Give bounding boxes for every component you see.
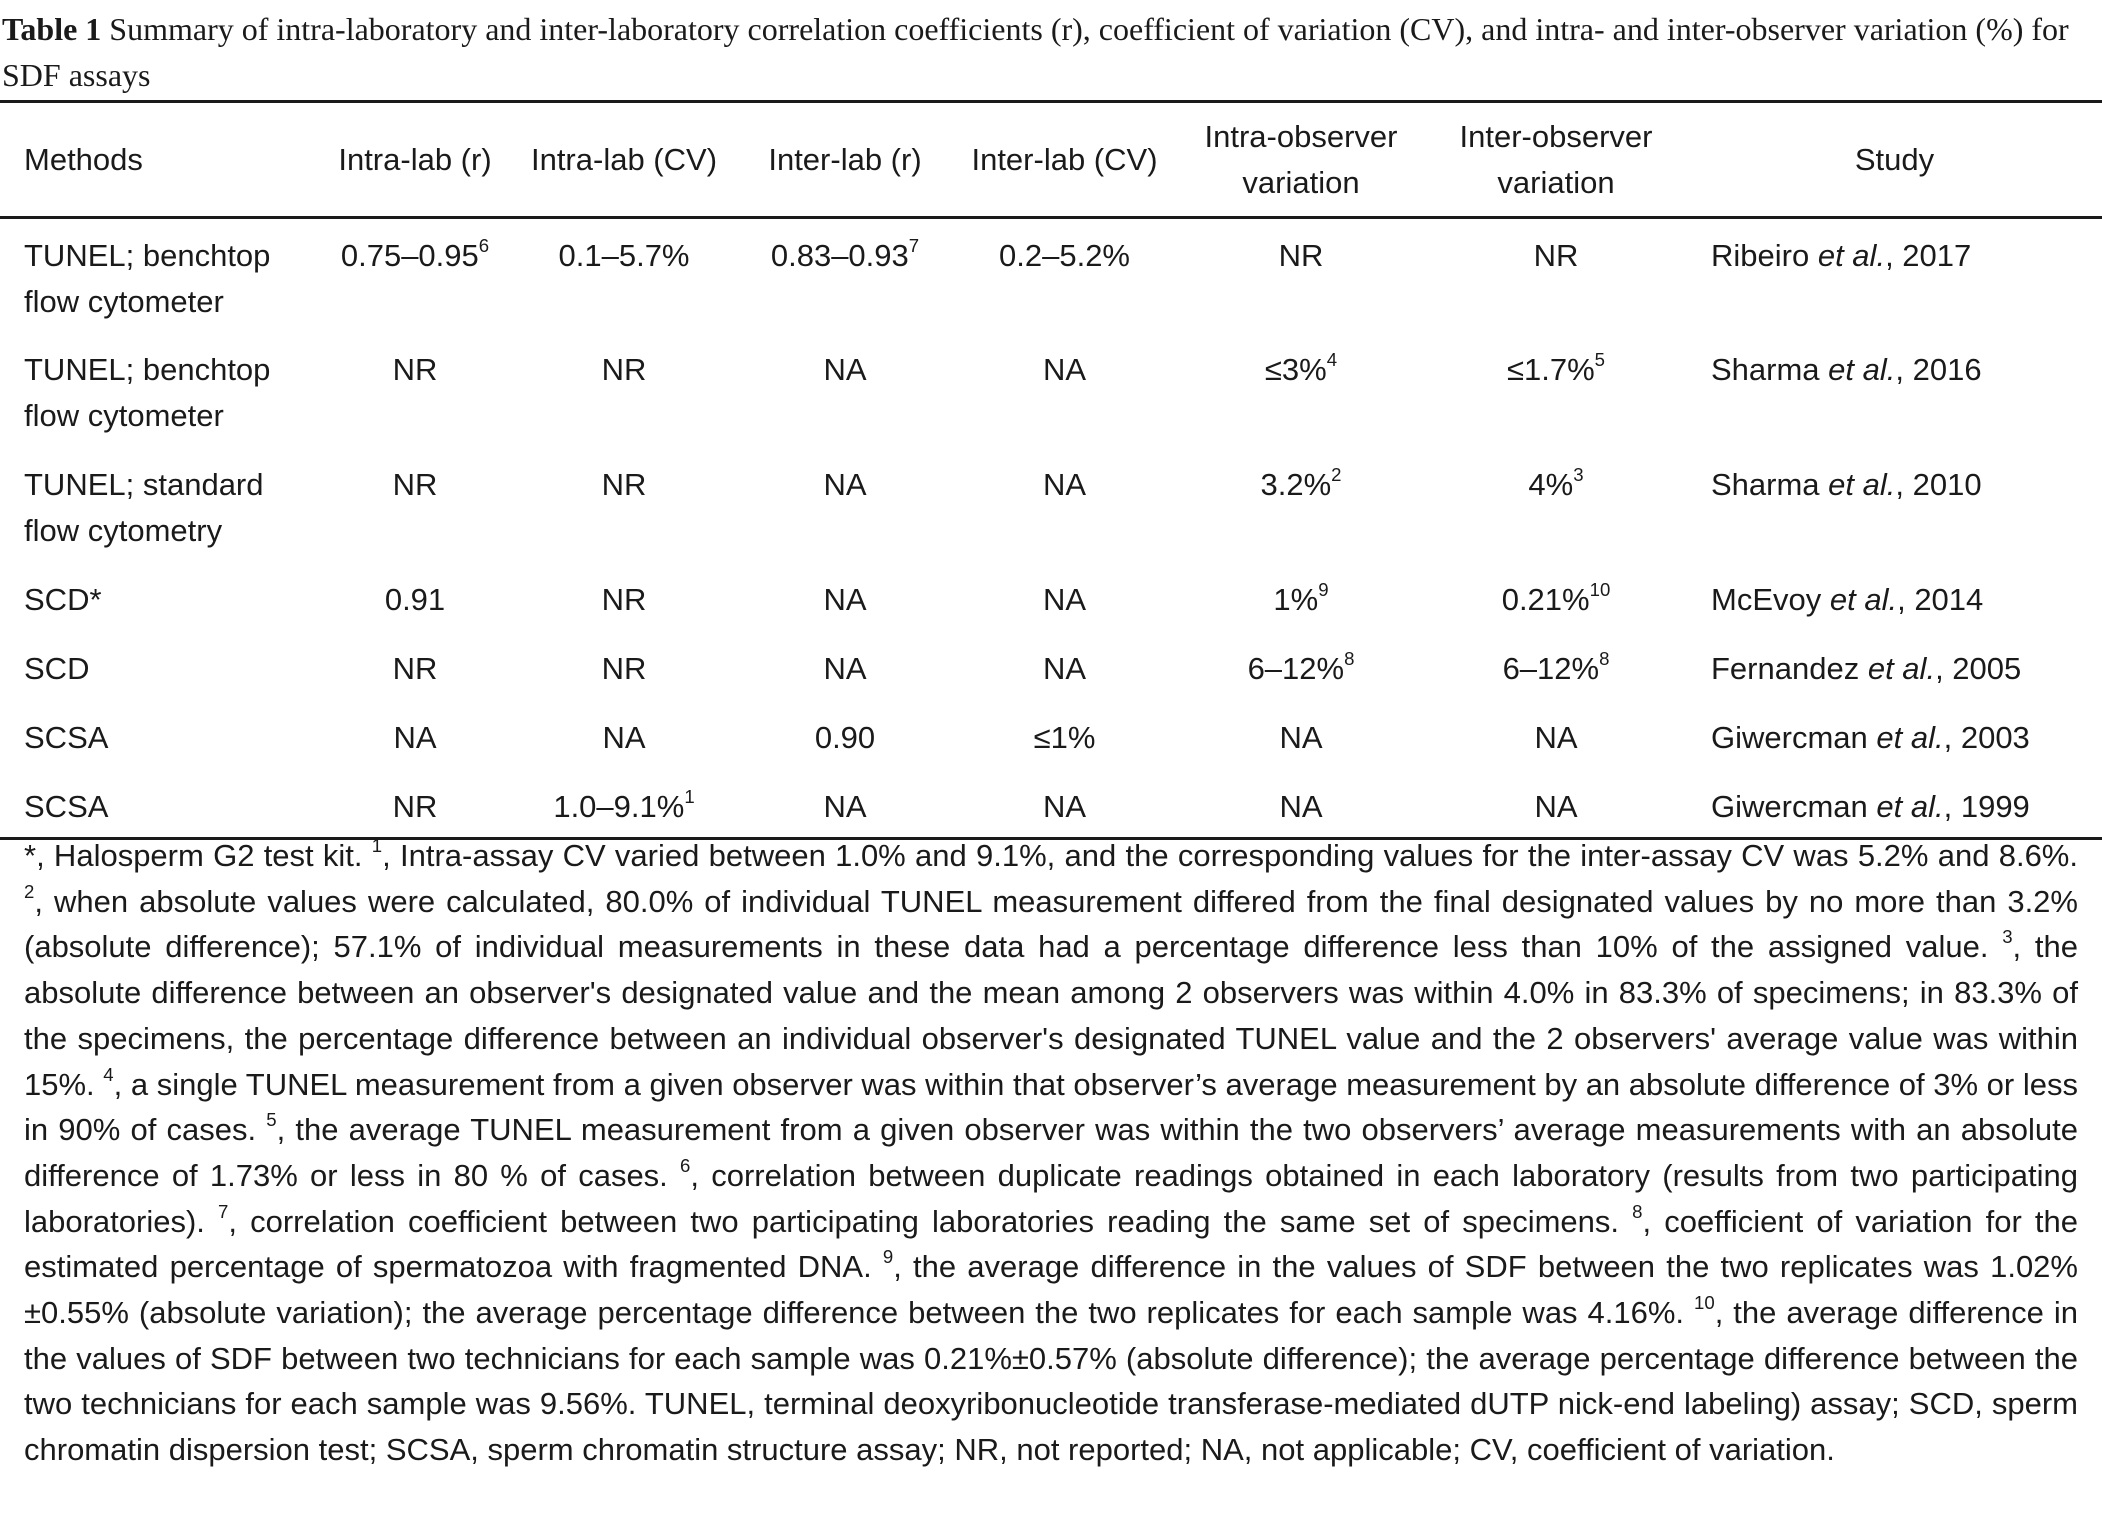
- footnote-text: , correlation between duplicate readings obtained in each laboratory (results from two participating laboratories).: [24, 1157, 2078, 1239]
- intra-observer-cell: [1177, 333, 1425, 448]
- study-cell: [1687, 333, 2102, 448]
- cell-value: NA: [1042, 351, 1087, 387]
- inter-lab-cv-cell: [952, 563, 1177, 632]
- study-et-al: et al.: [1876, 788, 1944, 824]
- cell-value: NA: [823, 351, 867, 387]
- study-author: Ribeiro: [1711, 238, 1810, 273]
- cell-value: NR: [392, 650, 438, 686]
- footnote-marker: 2: [24, 880, 35, 902]
- cell-value: 6–12%: [1247, 650, 1345, 686]
- inter-observer-cell: [1425, 632, 1687, 701]
- table-header: [0, 102, 2102, 218]
- cell-value: NA: [1042, 581, 1087, 617]
- header-inter-observer: Inter-observer variation: [1425, 102, 1687, 218]
- method-cell: SCD: [24, 650, 90, 686]
- inter-observer-cell: [1425, 333, 1687, 448]
- cell-value: 4%: [1528, 466, 1574, 502]
- inter-observer-cell: [1425, 448, 1687, 563]
- header-methods: Methods: [0, 102, 320, 218]
- footnote-ref: 3: [1573, 463, 1584, 485]
- inter-lab-cv-cell: [952, 770, 1177, 839]
- footnote-text: *, Halosperm G2 test kit.: [24, 838, 372, 873]
- cell-value: NR: [392, 788, 438, 824]
- intra-lab-cv-cell: [510, 563, 738, 632]
- cell-value: 1%: [1273, 581, 1319, 617]
- summary-table: [0, 100, 2102, 840]
- cell-value: 6–12%: [1502, 650, 1600, 686]
- table-row: [0, 701, 2102, 770]
- cell-value: NR: [392, 351, 438, 387]
- cell-value: NR: [1533, 238, 1579, 273]
- intra-observer-cell: [1177, 448, 1425, 563]
- table-body: [0, 218, 2102, 839]
- cell-value: NR: [601, 581, 647, 617]
- cell-value: 3.2%: [1260, 466, 1332, 502]
- footnote-marker: 8: [1632, 1200, 1643, 1222]
- footnote-text: , the average difference in the values of SDF between two technicians for each sample was 0.21%±0.57% (absolute difference); the average percentage difference between the two technicians for each sample was 9.56%. TUNEL, terminal deoxyribonucleotide transferase-mediated dUTP nick-end labeling) assay; SCD, sperm chromatin dispersion test; SCSA, sperm chromatin structure assay; NR, not reported; NA, not applicable; CV, coefficient of variation.: [24, 1295, 2078, 1468]
- intra-lab-cv-cell: [510, 333, 738, 448]
- intra-observer-cell: [1177, 563, 1425, 632]
- method-cell: SCD*: [24, 581, 102, 617]
- study-et-al: et al.: [1876, 719, 1944, 755]
- inter-lab-r-cell: [738, 218, 952, 333]
- footnote-ref: 4: [1326, 348, 1338, 370]
- header-intra-lab-r: Intra-lab (r): [320, 102, 510, 218]
- inter-lab-r-cell: [738, 701, 952, 770]
- cell-value: NA: [1042, 650, 1087, 686]
- footnote-ref: 5: [1594, 348, 1605, 370]
- table-row: [0, 632, 2102, 701]
- cell-value: NA: [1279, 788, 1323, 824]
- table-footnotes: [24, 833, 2078, 1473]
- inter-observer-cell: [1425, 770, 1687, 839]
- cell-value: NR: [601, 466, 647, 502]
- intra-lab-r-cell: [320, 701, 510, 770]
- inter-lab-cv-cell: [952, 448, 1177, 563]
- intra-lab-r-cell: [320, 770, 510, 839]
- footnote-ref: 6: [478, 235, 490, 257]
- cell-value: NA: [1042, 788, 1087, 824]
- study-cell: [1687, 701, 2102, 770]
- study-et-al: et al.: [1829, 581, 1898, 617]
- method-cell: TUNEL; benchtop flow cytometer: [24, 351, 271, 433]
- intra-observer-cell: [1177, 218, 1425, 333]
- intra-lab-cv-cell: [510, 448, 738, 563]
- study-et-al: et al.: [1828, 466, 1896, 502]
- cell-value: 0.91: [384, 581, 446, 617]
- footnote-marker: 10: [1694, 1292, 1715, 1314]
- method-cell: TUNEL; benchtop flow cytometer: [24, 238, 271, 319]
- cell-value: 0.2–5.2%: [999, 238, 1130, 273]
- study-author: Sharma: [1711, 351, 1820, 387]
- footnote-marker: 4: [103, 1063, 114, 1085]
- cell-value: NR: [392, 466, 438, 502]
- inter-lab-cv-cell: [952, 701, 1177, 770]
- cell-value: NR: [601, 351, 647, 387]
- header-inter-lab-cv: Inter-lab (CV): [952, 102, 1177, 218]
- footnote-text: , when absolute values were calculated, 80.0% of individual TUNEL measurement differed from the final designated values by no more than 3.2% (absolute difference); 57.1% of individual measurements in these data had a percentage difference less than 10% of the assigned value.: [24, 883, 2078, 965]
- study-year: , 2014: [1897, 581, 1984, 617]
- study-et-al: et al.: [1828, 351, 1896, 387]
- cell-value: ≤1%: [1033, 719, 1096, 755]
- method-cell: TUNEL; standard flow cytometry: [24, 466, 264, 548]
- intra-observer-cell: [1177, 701, 1425, 770]
- cell-value: NA: [1534, 788, 1578, 824]
- table-label: Table 1: [2, 11, 102, 47]
- cell-value: ≤3%: [1264, 351, 1327, 387]
- study-author: Giwercman: [1711, 788, 1868, 824]
- intra-observer-cell: [1177, 770, 1425, 839]
- intra-lab-r-cell: [320, 563, 510, 632]
- cell-value: NR: [601, 650, 647, 686]
- cell-value: 0.21%: [1501, 581, 1590, 617]
- cell-value: NR: [1278, 238, 1324, 273]
- footnote-ref: 1: [684, 785, 695, 807]
- intra-lab-cv-cell: [510, 632, 738, 701]
- cell-value: NA: [823, 788, 867, 824]
- cell-value: 1.0–9.1%: [553, 788, 685, 824]
- cell-value: NA: [823, 466, 867, 502]
- table-row: [0, 448, 2102, 563]
- study-cell: [1687, 770, 2102, 839]
- cell-value: NA: [1042, 466, 1087, 502]
- header-intra-lab-cv: Intra-lab (CV): [510, 102, 738, 218]
- table-row: [0, 333, 2102, 448]
- header-study: Study: [1687, 102, 2102, 218]
- intra-lab-r-cell: [320, 333, 510, 448]
- footnote-text: , correlation coefficient between two participating laboratories reading the same set of specimens.: [228, 1203, 1633, 1239]
- inter-observer-cell: [1425, 563, 1687, 632]
- cell-value: NA: [823, 650, 867, 686]
- header-row: [0, 102, 2102, 218]
- inter-observer-cell: [1425, 218, 1687, 333]
- footnote-text: , coefficient of variation for the estimated percentage of spermatozoa with fragmented DNA.: [24, 1203, 2078, 1285]
- study-et-al: et al.: [1867, 650, 1936, 686]
- study-cell: [1687, 563, 2102, 632]
- study-year: , 2003: [1943, 719, 2030, 755]
- cell-value: 0.90: [814, 719, 876, 755]
- footnote-marker: 9: [882, 1246, 894, 1268]
- footnote-text: , the absolute difference between an observer's designated value and the mean among 2 observers was within 4.0% in 83.3% of specimens; in 83.3% of the specimens, the percentage difference between an individual observer's designated TUNEL value and the 2 observers' average value was within 15%.: [24, 929, 2078, 1102]
- cell-value: NA: [823, 581, 867, 617]
- study-author: McEvoy: [1711, 581, 1822, 617]
- footnote-text: , the average difference in the values of SDF between the two replicates was 1.02%±0.55% (absolute variation); the average percentage difference between the two replicates for each sample was 4.16%.: [24, 1249, 2078, 1331]
- inter-lab-cv-cell: [952, 632, 1177, 701]
- inter-lab-r-cell: [738, 563, 952, 632]
- inter-lab-r-cell: [738, 448, 952, 563]
- study-year: , 1999: [1943, 788, 2030, 824]
- table-caption-text: Summary of intra-laboratory and inter-laboratory correlation coefficients (r), coefficient of variation (CV), and intra- and inter-observer variation (%) for SDF assays: [2, 11, 2069, 93]
- table-row: [0, 770, 2102, 839]
- footnote-ref: 7: [908, 235, 920, 257]
- study-author: Giwercman: [1711, 719, 1868, 755]
- table-row: [0, 218, 2102, 333]
- header-intra-observer: Intra-observer variation: [1177, 102, 1425, 218]
- footnote-ref: 9: [1318, 578, 1329, 600]
- cell-value: 0.1–5.7%: [558, 238, 690, 273]
- intra-lab-cv-cell: [510, 770, 738, 839]
- footnote-marker: 5: [266, 1109, 277, 1131]
- intra-lab-r-cell: [320, 218, 510, 333]
- study-year: , 2017: [1885, 238, 1972, 273]
- cell-value: 0.75–0.95: [340, 238, 479, 273]
- header-inter-lab-r: Inter-lab (r): [738, 102, 952, 218]
- intra-lab-r-cell: [320, 632, 510, 701]
- method-cell: SCSA: [0, 770, 320, 839]
- study-author: Sharma: [1711, 466, 1820, 502]
- footnote-text: , a single TUNEL measurement from a given observer was within that observer’s average measurement by an absolute difference of 3% or less in 90% of cases.: [24, 1066, 2078, 1148]
- footnote-ref: 8: [1599, 647, 1610, 669]
- inter-lab-r-cell: [738, 333, 952, 448]
- footnote-text: , the average TUNEL measurement from a given observer was within the two observers’ average measurements with an absolute difference of 1.73% or less in 80 % of cases.: [24, 1112, 2078, 1193]
- footnote-ref: 10: [1589, 578, 1611, 600]
- footnote-ref: 8: [1344, 647, 1355, 669]
- study-year: , 2010: [1895, 466, 1982, 502]
- cell-value: ≤1.7%: [1506, 351, 1595, 387]
- inter-lab-r-cell: [738, 632, 952, 701]
- cell-value: NA: [602, 719, 646, 755]
- table-caption: [2, 6, 2092, 98]
- intra-observer-cell: [1177, 632, 1425, 701]
- footnote-marker: 3: [2002, 926, 2013, 948]
- footnote-marker: 1: [371, 835, 383, 857]
- cell-value: NA: [393, 719, 437, 755]
- inter-lab-cv-cell: [952, 333, 1177, 448]
- study-cell: [1687, 218, 2102, 333]
- study-year: , 2016: [1895, 351, 1982, 387]
- inter-lab-r-cell: [738, 770, 952, 839]
- footnote-text: , Intra-assay CV varied between 1.0% and 9.1%, and the corresponding values for the inter-assay CV was 5.2% and 8.6%.: [382, 838, 2078, 873]
- inter-lab-cv-cell: [952, 218, 1177, 333]
- method-cell: SCSA: [24, 719, 109, 755]
- footnote-ref: 2: [1331, 463, 1342, 485]
- study-cell: [1687, 448, 2102, 563]
- table-row: [0, 563, 2102, 632]
- cell-value: 0.83–0.93: [770, 238, 909, 273]
- footnote-marker: 7: [218, 1200, 229, 1222]
- study-cell: [1687, 632, 2102, 701]
- cell-value: NA: [1534, 719, 1578, 755]
- intra-lab-cv-cell: [510, 701, 738, 770]
- study-year: , 2005: [1935, 650, 2022, 686]
- cell-value: NA: [1279, 719, 1323, 755]
- intra-lab-cv-cell: [510, 218, 738, 333]
- footnote-marker: 6: [680, 1154, 691, 1176]
- study-et-al: et al.: [1817, 238, 1886, 273]
- intra-lab-r-cell: [320, 448, 510, 563]
- inter-observer-cell: [1425, 701, 1687, 770]
- study-author: Fernandez: [1711, 650, 1860, 686]
